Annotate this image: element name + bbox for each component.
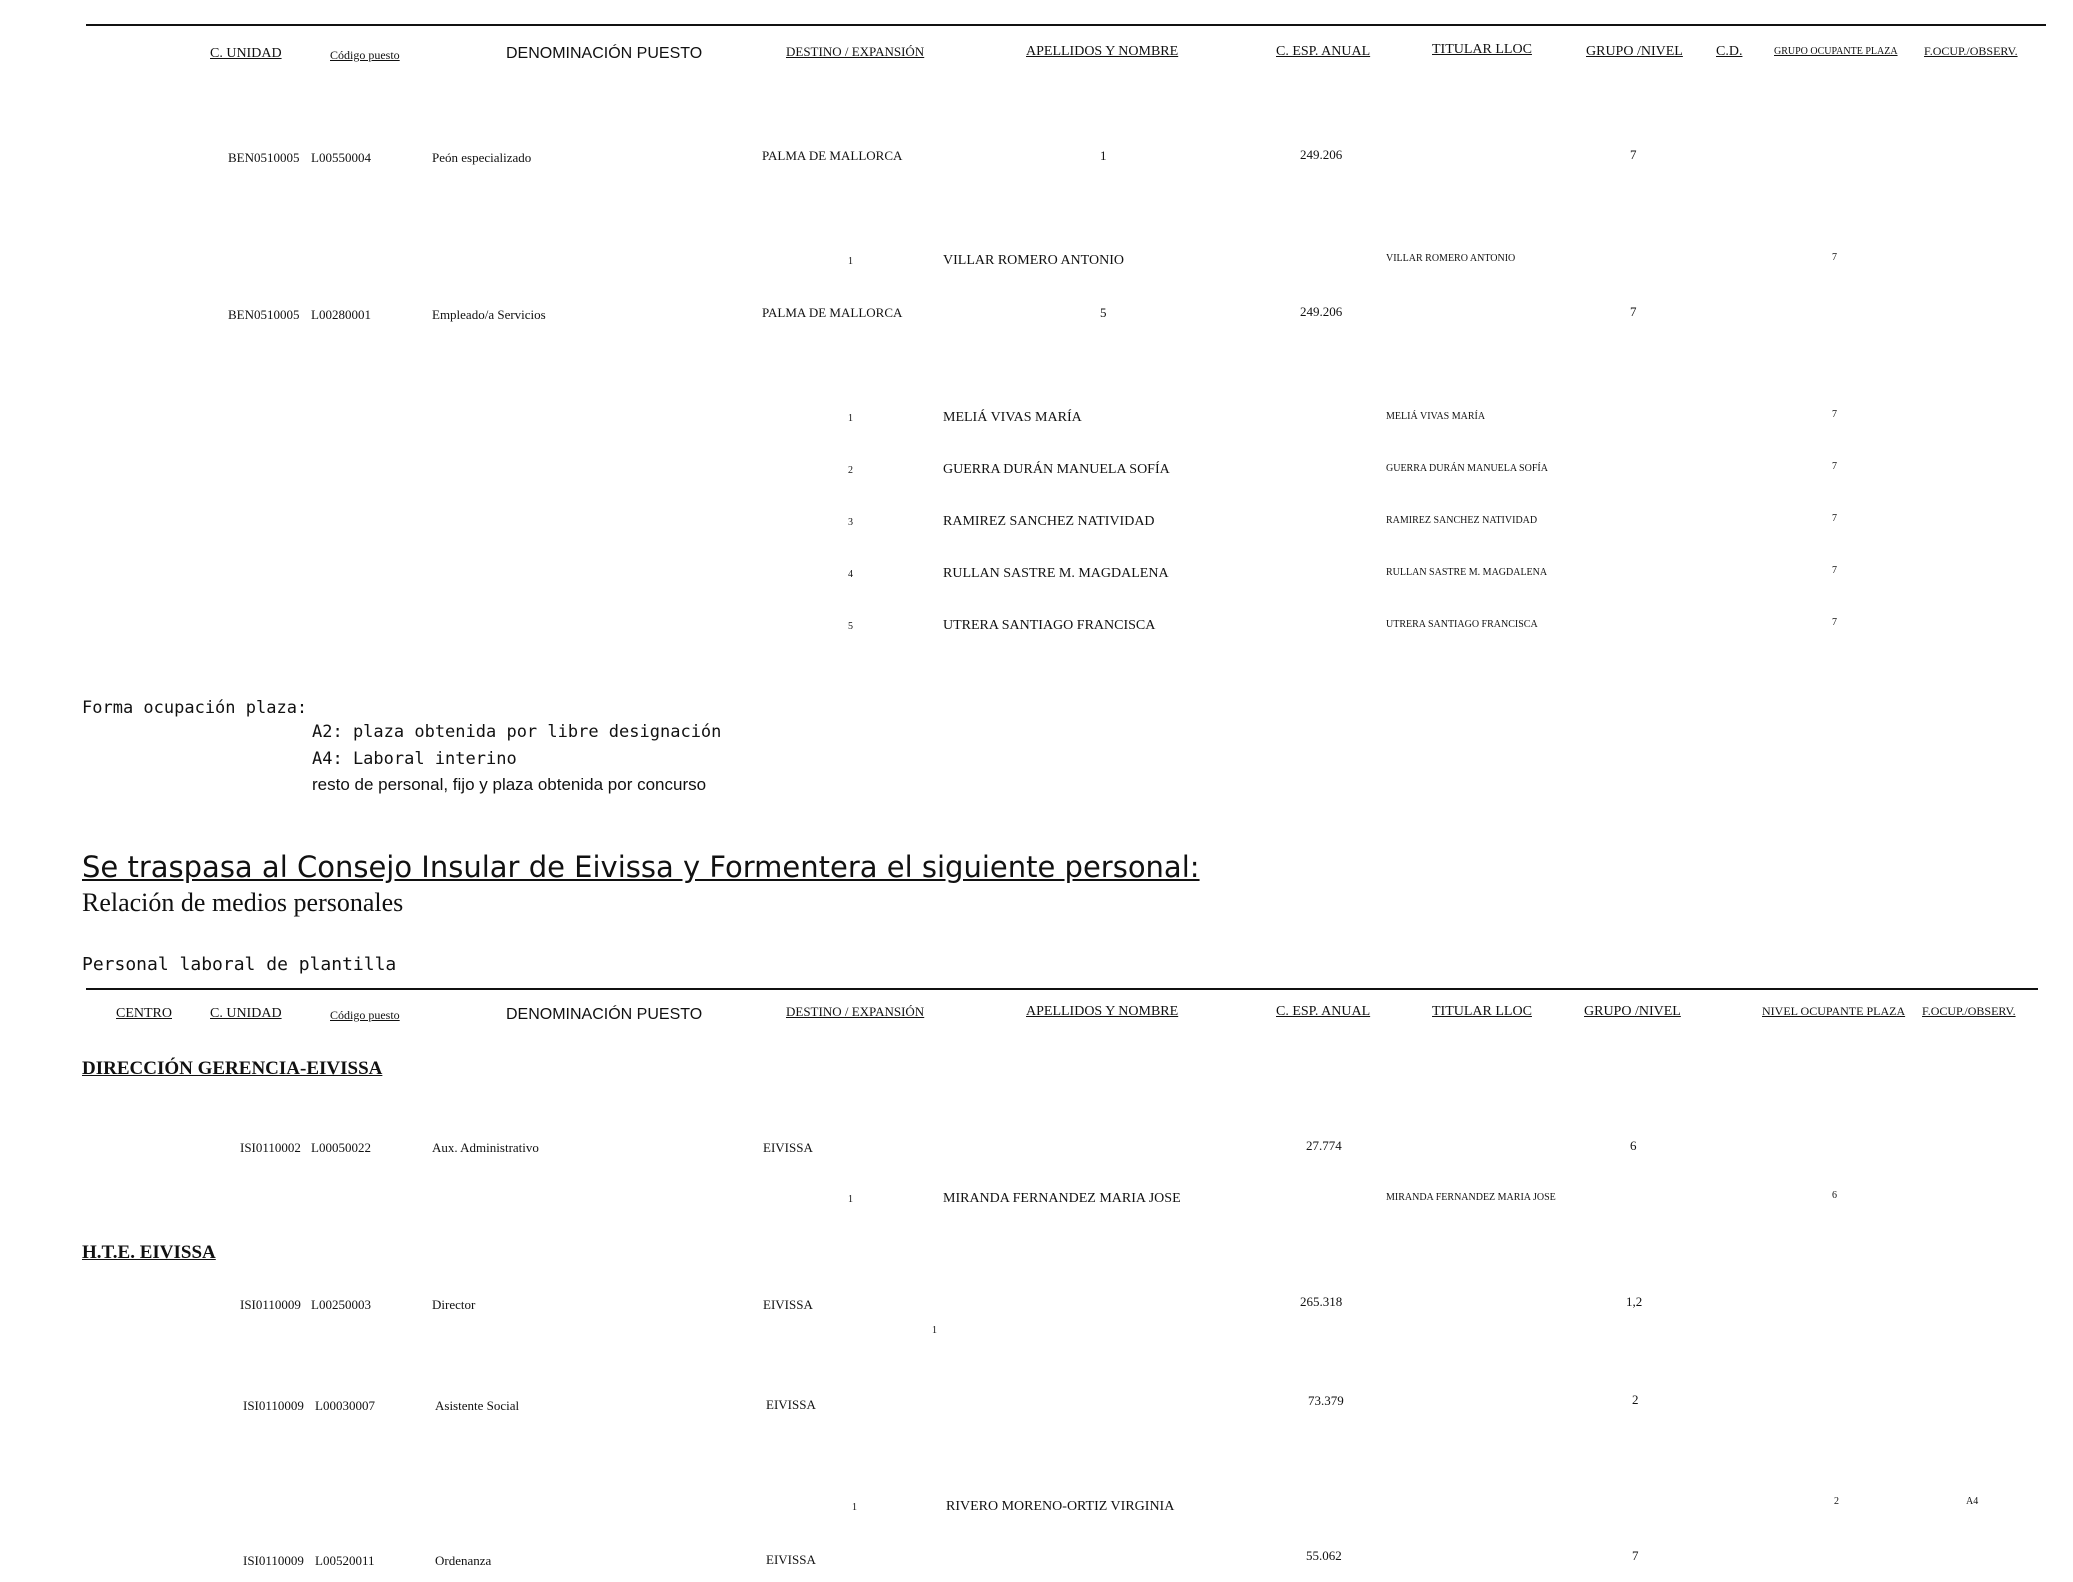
cell-unidad: ISI0110009: [243, 1398, 304, 1413]
cell-denominacion: Peón especializado: [432, 150, 532, 165]
header-denominacion: DENOMINACIÓN PUESTO: [506, 45, 703, 62]
header-c-esp: C. ESP. ANUAL: [1276, 1004, 1371, 1019]
section-direccion-gerencia: DIRECCIÓN GERENCIA-EIVISSA: [82, 1058, 383, 1079]
cell-c-esp: 27.774: [1306, 1138, 1342, 1153]
occupant-name: RULLAN SASTRE M. MAGDALENA: [943, 566, 1169, 581]
occupant-name: MIRANDA FERNANDEZ MARIA JOSE: [943, 1191, 1181, 1206]
occupant-titular: MELIÁ VIVAS MARÍA: [1386, 411, 1486, 422]
cell-codigo: L00250003: [311, 1297, 371, 1312]
cell-c-esp: 265.318: [1300, 1294, 1343, 1309]
occupant-number: 5: [848, 621, 853, 632]
cell-denominacion: Director: [432, 1297, 476, 1312]
header-centro: CENTRO: [116, 1006, 172, 1021]
occupant-number: 1: [852, 1502, 857, 1513]
legend-a4: A4: Laboral interino: [312, 749, 517, 769]
cell-dotacion: 1: [932, 1325, 937, 1336]
occupant-nivel: 7: [1832, 565, 1837, 576]
cell-destino: PALMA DE MALLORCA: [762, 305, 903, 320]
cell-c-esp: 55.062: [1306, 1548, 1342, 1563]
cell-unidad: BEN0510005: [228, 150, 300, 165]
occupant-name: RAMIREZ SANCHEZ NATIVIDAD: [943, 514, 1155, 529]
transfer-title: Se traspasa al Consejo Insular de Eivissa y Formentera el siguiente personal:: [82, 850, 1200, 884]
cell-denominacion: Asistente Social: [435, 1398, 520, 1413]
occupant-name: MELIÁ VIVAS MARÍA: [943, 410, 1082, 425]
header-f-ocup: F.OCUP./OBSERV.: [1922, 1004, 2016, 1018]
header-codigo-puesto: Código puesto: [330, 1008, 400, 1022]
cell-grupo: 2: [1632, 1392, 1639, 1407]
transfer-subtitle: Relación de medios personales: [82, 888, 404, 917]
occupant-observ: A4: [1966, 1496, 1979, 1507]
occupant-name: VILLAR ROMERO ANTONIO: [943, 253, 1124, 268]
cell-unidad: ISI0110009: [240, 1297, 301, 1312]
header-denominacion: DENOMINACIÓN PUESTO: [506, 1006, 703, 1023]
occupant-name: UTRERA SANTIAGO FRANCISCA: [943, 618, 1156, 633]
header-codigo-puesto: Código puesto: [330, 48, 400, 62]
cell-codigo: L00550004: [311, 150, 371, 165]
header-titular: TITULAR LLOC: [1432, 1004, 1532, 1019]
occupant-nivel: 7: [1832, 461, 1837, 472]
cell-denominacion: Ordenanza: [435, 1553, 492, 1568]
cell-c-esp: 249.206: [1300, 304, 1343, 319]
cell-denominacion: Empleado/a Servicios: [432, 307, 546, 322]
cell-c-esp: 73.379: [1308, 1393, 1344, 1408]
occupant-name: GUERRA DURÁN MANUELA SOFÍA: [943, 462, 1170, 477]
cell-destino: EIVISSA: [763, 1297, 813, 1312]
legend-a2: A2: plaza obtenida por libre designación: [312, 722, 722, 742]
header-destino: DESTINO / EXPANSIÓN: [786, 44, 925, 59]
cell-codigo: L00030007: [315, 1398, 375, 1413]
staff-label: Personal laboral de plantilla: [82, 954, 397, 975]
header-nivel-ocupante: NIVEL OCUPANTE PLAZA: [1762, 1004, 1906, 1018]
occupant-titular: GUERRA DURÁN MANUELA SOFÍA: [1386, 463, 1548, 474]
cell-unidad: ISI0110009: [243, 1553, 304, 1568]
cell-denominacion: Aux. Administrativo: [432, 1140, 539, 1155]
cell-dotacion: 1: [1100, 148, 1107, 163]
cell-c-esp: 249.206: [1300, 147, 1343, 162]
occupant-nivel: 7: [1832, 252, 1837, 263]
cell-dotacion: 5: [1100, 305, 1107, 320]
cell-unidad: BEN0510005: [228, 307, 300, 322]
header-f-ocup: F.OCUP./OBSERV.: [1924, 44, 2018, 58]
occupant-titular: VILLAR ROMERO ANTONIO: [1386, 253, 1516, 264]
occupant-titular: RULLAN SASTRE M. MAGDALENA: [1386, 567, 1548, 578]
header-cd: C.D.: [1716, 44, 1743, 59]
cell-grupo: 1,2: [1626, 1294, 1643, 1309]
header-grupo-ocupante: GRUPO OCUPANTE PLAZA: [1774, 46, 1898, 57]
occupant-name: RIVERO MORENO-ORTIZ VIRGINIA: [946, 1499, 1175, 1514]
occupant-number: 3: [848, 517, 853, 528]
cell-grupo: 7: [1630, 147, 1637, 162]
header-apellidos: APELLIDOS Y NOMBRE: [1026, 44, 1179, 59]
occupant-number: 1: [848, 1194, 853, 1205]
header-titular: TITULAR LLOC: [1432, 42, 1532, 57]
occupant-number: 1: [848, 413, 853, 424]
occupant-nivel: 7: [1832, 617, 1837, 628]
header-grupo-nivel: GRUPO /NIVEL: [1586, 44, 1683, 59]
occupant-titular: MIRANDA FERNANDEZ MARIA JOSE: [1386, 1192, 1556, 1203]
legend-title: Forma ocupación plaza:: [82, 698, 308, 718]
cell-grupo: 7: [1632, 1548, 1639, 1563]
header-c-esp: C. ESP. ANUAL: [1276, 44, 1371, 59]
occupant-titular: UTRERA SANTIAGO FRANCISCA: [1386, 619, 1538, 630]
legend-rest: resto de personal, fijo y plaza obtenida por concurso: [312, 775, 707, 794]
cell-destino: EIVISSA: [763, 1140, 813, 1155]
section-hte-eivissa: H.T.E. EIVISSA: [82, 1242, 216, 1263]
top-rule: [86, 24, 2046, 26]
occupant-nivel: 7: [1832, 409, 1837, 420]
cell-codigo: L00280001: [311, 307, 371, 322]
header-apellidos: APELLIDOS Y NOMBRE: [1026, 1004, 1179, 1019]
header-c-unidad: C. UNIDAD: [210, 46, 282, 61]
occupant-nivel: 7: [1832, 513, 1837, 524]
occupant-number: 4: [848, 569, 853, 580]
cell-unidad: ISI0110002: [240, 1140, 301, 1155]
header-destino: DESTINO / EXPANSIÓN: [786, 1004, 925, 1019]
occupant-nivel: 2: [1834, 1496, 1839, 1507]
cell-destino: PALMA DE MALLORCA: [762, 148, 903, 163]
occupant-nivel: 6: [1832, 1190, 1837, 1201]
occupant-titular: RAMIREZ SANCHEZ NATIVIDAD: [1386, 515, 1538, 526]
table2-rule: [86, 988, 2038, 990]
header-grupo-nivel: GRUPO /NIVEL: [1584, 1004, 1681, 1019]
cell-codigo: L00520011: [315, 1553, 375, 1568]
cell-destino: EIVISSA: [766, 1397, 816, 1412]
header-c-unidad: C. UNIDAD: [210, 1006, 282, 1021]
cell-grupo: 6: [1630, 1138, 1637, 1153]
occupant-number: 2: [848, 465, 853, 476]
cell-codigo: L00050022: [311, 1140, 371, 1155]
occupant-number: 1: [848, 256, 853, 267]
cell-destino: EIVISSA: [766, 1552, 816, 1567]
cell-grupo: 7: [1630, 304, 1637, 319]
